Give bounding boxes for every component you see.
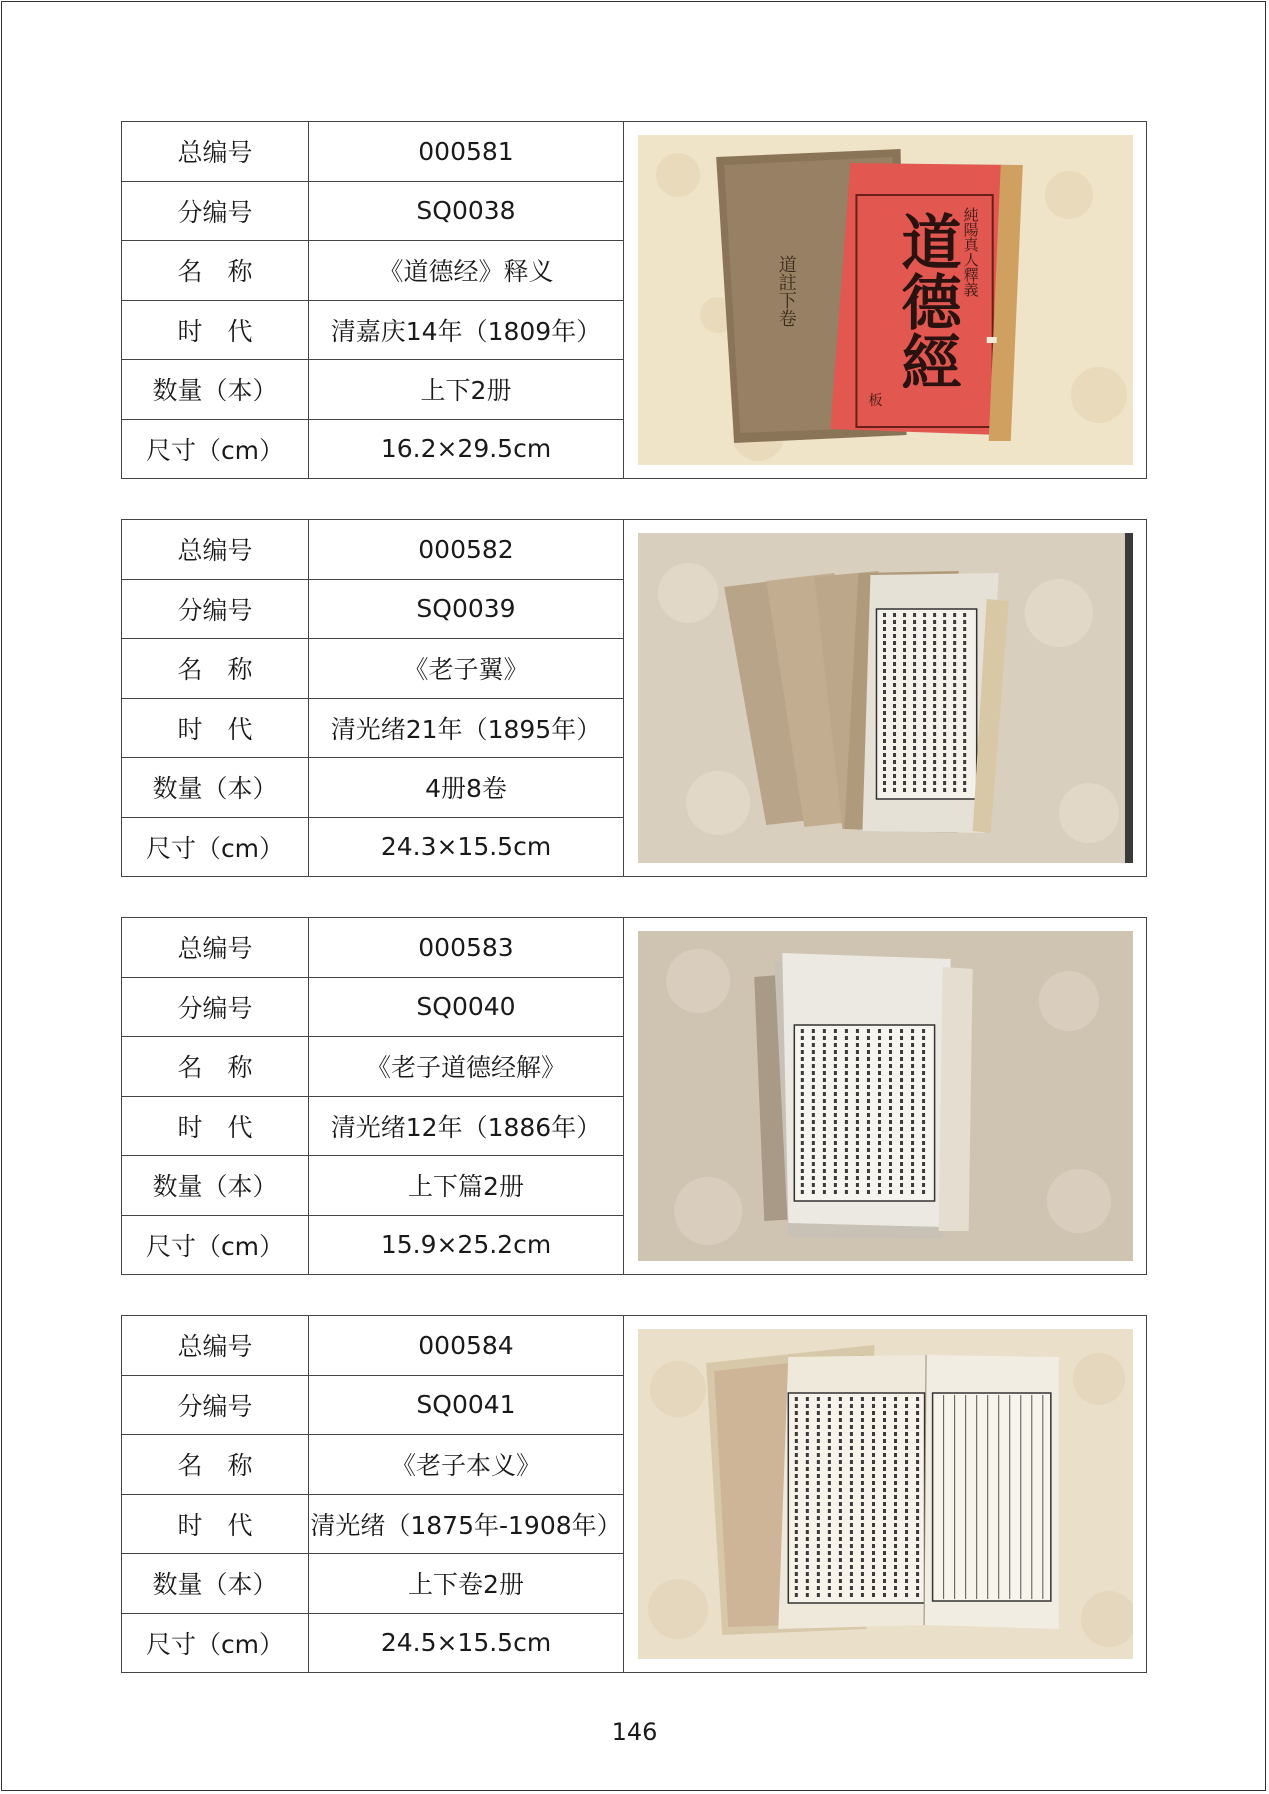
label-name: 名 称 <box>122 1037 309 1096</box>
catalog-record-3 <box>121 917 1147 1275</box>
label-name: 名 称 <box>122 1435 309 1494</box>
field-row-era <box>122 699 624 759</box>
label-name: 名 称 <box>122 639 309 698</box>
back-book-title: 道註下卷 <box>775 255 797 327</box>
label-quantity: 数量（本） <box>122 360 309 419</box>
field-row-size <box>122 1614 624 1673</box>
field-row-era <box>122 1495 624 1555</box>
field-row-size <box>122 1216 624 1275</box>
label-total-no: 总编号 <box>122 520 309 579</box>
value-era: 清光绪12年（1886年） <box>309 1097 624 1156</box>
value-size: 24.3×15.5cm <box>309 818 624 877</box>
field-row-era <box>122 1097 624 1157</box>
field-row-sub-no <box>122 580 624 640</box>
value-sub-no: SQ0039 <box>309 580 624 639</box>
value-quantity: 4册8卷 <box>309 758 624 817</box>
book-photo-laozibenyi <box>638 1329 1133 1659</box>
record-fields <box>122 122 624 478</box>
book-photo <box>638 533 1133 863</box>
catalog-record-4 <box>121 1315 1147 1673</box>
value-size: 16.2×29.5cm <box>309 420 624 479</box>
field-row-total-no <box>122 122 624 182</box>
label-size: 尺寸（cm） <box>122 818 309 877</box>
photo-cell <box>624 1316 1146 1672</box>
field-row-sub-no <box>122 182 624 242</box>
record-fields <box>122 520 624 876</box>
book-photo <box>638 1329 1133 1659</box>
photo-cell <box>624 122 1146 478</box>
value-total-no: 000581 <box>309 122 624 181</box>
field-row-quantity <box>122 758 624 818</box>
field-row-sub-no <box>122 978 624 1038</box>
field-row-name <box>122 241 624 301</box>
label-quantity: 数量（本） <box>122 1554 309 1613</box>
value-name: 《道德经》释义 <box>309 241 624 300</box>
field-row-name <box>122 1037 624 1097</box>
cover-side-text: 純陽真人釋義 <box>961 207 980 297</box>
value-sub-no: SQ0038 <box>309 182 624 241</box>
book-photo-laozidaodejingjie <box>638 931 1133 1261</box>
book-photo <box>638 931 1133 1261</box>
label-total-no: 总编号 <box>122 918 309 977</box>
cover-title: 道德經 <box>891 211 962 392</box>
field-row-total-no <box>122 520 624 580</box>
label-quantity: 数量（本） <box>122 758 309 817</box>
label-era: 时 代 <box>122 1097 309 1156</box>
value-quantity: 上下2册 <box>309 360 624 419</box>
value-total-no: 000583 <box>309 918 624 977</box>
value-total-no: 000584 <box>309 1316 624 1375</box>
book-photo-laoziyi <box>638 533 1133 863</box>
label-sub-no: 分编号 <box>122 978 309 1037</box>
label-era: 时 代 <box>122 1495 309 1554</box>
label-size: 尺寸（cm） <box>122 1216 309 1275</box>
value-total-no: 000582 <box>309 520 624 579</box>
photo-cell <box>624 918 1146 1274</box>
cover-corner-text: 板 <box>868 393 883 409</box>
value-era: 清光绪21年（1895年） <box>309 699 624 758</box>
field-row-name <box>122 1435 624 1495</box>
label-quantity: 数量（本） <box>122 1156 309 1215</box>
field-row-sub-no <box>122 1376 624 1436</box>
value-sub-no: SQ0040 <box>309 978 624 1037</box>
field-row-size <box>122 420 624 479</box>
value-size: 15.9×25.2cm <box>309 1216 624 1275</box>
field-row-size <box>122 818 624 877</box>
value-name: 《老子道德经解》 <box>309 1037 624 1096</box>
field-row-total-no <box>122 1316 624 1376</box>
field-row-era <box>122 301 624 361</box>
label-sub-no: 分编号 <box>122 182 309 241</box>
label-era: 时 代 <box>122 699 309 758</box>
record-fields <box>122 1316 624 1672</box>
value-size: 24.5×15.5cm <box>309 1614 624 1673</box>
label-size: 尺寸（cm） <box>122 1614 309 1673</box>
page-number: 146 <box>611 1718 658 1746</box>
catalog-record-1 <box>121 121 1147 479</box>
label-total-no: 总编号 <box>122 1316 309 1375</box>
value-quantity: 上下卷2册 <box>309 1554 624 1613</box>
photo-cell <box>624 520 1146 876</box>
value-quantity: 上下篇2册 <box>309 1156 624 1215</box>
field-row-name <box>122 639 624 699</box>
value-era: 清嘉庆14年（1809年） <box>309 301 624 360</box>
book-photo-daodejing <box>638 135 1133 465</box>
label-sub-no: 分编号 <box>122 1376 309 1435</box>
catalog-record-2 <box>121 519 1147 877</box>
label-size: 尺寸（cm） <box>122 420 309 479</box>
field-row-total-no <box>122 918 624 978</box>
value-name: 《老子本义》 <box>309 1435 624 1494</box>
label-total-no: 总编号 <box>122 122 309 181</box>
field-row-quantity <box>122 1554 624 1614</box>
value-era: 清光绪（1875年-1908年） <box>309 1495 624 1554</box>
book-photo <box>638 135 1133 465</box>
value-sub-no: SQ0041 <box>309 1376 624 1435</box>
label-era: 时 代 <box>122 301 309 360</box>
field-row-quantity <box>122 360 624 420</box>
label-name: 名 称 <box>122 241 309 300</box>
value-name: 《老子翼》 <box>309 639 624 698</box>
record-fields <box>122 918 624 1274</box>
field-row-quantity <box>122 1156 624 1216</box>
label-sub-no: 分编号 <box>122 580 309 639</box>
